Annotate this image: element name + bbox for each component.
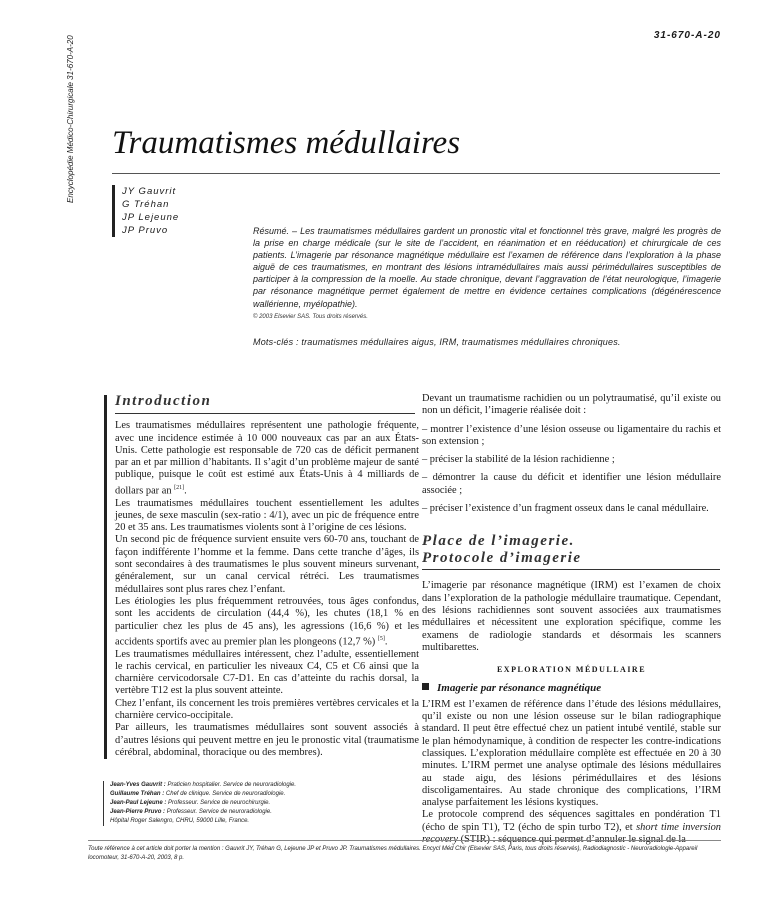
list-item: – préciser la stabilité de la lésion rachidienne ; xyxy=(422,454,615,466)
imaging-heading: Place de l’imagerie. Protocole d’imagerie xyxy=(422,533,582,567)
paragraph: Les traumatismes médullaires intéressent, chez l’adulte, essentiellement le rachis cervical, en particulier les niveaux C4, C5 et C6 ainsi que la charnière cervicodorsale C7-D1. En cas d’atteinte du rachis dorsal, la vertèbre T12 est la plus souvent atteinte. xyxy=(115,648,419,697)
list-item: – montrer l’existence d’une lésion osseuse ou ligamentaire du rachis et son extension ; xyxy=(422,423,721,447)
paragraph: Un second pic de fréquence survient ensuite vers 60-70 ans, touchant de façon indifférente l’homme et la femme. Dans cette tranche d’âges, ils sont secondaires à des traumatismes le plus souvent mineurs survenant, généralement, sur un canal cervical rétréci. Les traumatismes médullaires sont plus rares chez l’enfant. xyxy=(115,534,419,595)
affiliation: Jean-Pierre Pruvo : Professeur. Service de neuroradiologie. xyxy=(110,809,272,815)
paragraph: Les traumatismes médullaires touchent essentiellement les adultes jeunes, de sexe masculin (sex-ratio : 4/1), avec un pic de fréquence entre 20 et 35 ans. Les traumatismes violents sont à l’origine de ces lésions. xyxy=(115,497,419,534)
journal-vertical-label: Encyclopédie Médico-Chirurgicale 31-670-A-20 xyxy=(66,35,75,203)
author: G Tréhan xyxy=(122,199,170,210)
author: JP Lejeune xyxy=(122,212,180,223)
article-reference: 31-670-A-20 xyxy=(653,30,721,41)
paragraph: Par ailleurs, les traumatismes médullaires sont souvent associés à d’autres lésions qui peuvent mettre en jeu le pronostic vital (traumatisme cérébral, abdominal, thoracique ou des membres). xyxy=(115,722,419,758)
affiliation: Jean-Yves Gauvrit : Praticien hospitalier. Service de neuroradiologie. xyxy=(110,782,296,788)
heading-divider xyxy=(422,569,720,570)
subsubsection-heading: Imagerie par résonance magnétique xyxy=(422,682,721,694)
paragraph: L’imagerie par résonance magnétique (IRM) est l’examen de choix dans l’exploration de la pathologie médullaire traumatique. Cependant, des lésions rachidiennes sont souvent associées aux traumatismes médullaires et nécessitent une exploration spécifique, comme les examens de radiologie standards et désormais les scanners multibarettes. xyxy=(422,580,721,653)
list-item: – démontrer la cause du déficit et identifier une lésion médullaire associée ; xyxy=(422,472,721,496)
paragraph: Le protocole comprend des séquences sagittales en pondération T1 (écho de spin T1), T2 (écho de spin turbo T2), et short time inversion recovery (STIR) : séquence qui permet d’annuler le signal de la xyxy=(422,809,721,846)
author: JY Gauvrit xyxy=(122,186,177,197)
list-item: – préciser l’existence d’un fragment osseux dans le canal médullaire. xyxy=(422,503,709,515)
paragraph: Chez l’enfant, ils concernent les trois premières vertèbres cervicales et la charnière cervico-occipitale. xyxy=(115,697,419,722)
heading-divider xyxy=(115,413,415,414)
requirement-list xyxy=(422,424,721,516)
paragraph: Devant un traumatisme rachidien ou un polytraumatisé, qu’il existe ou non un déficit, l’imagerie réalisée doit : xyxy=(422,393,721,417)
subsection-heading: EXPLORATION MÉDULLAIRE xyxy=(496,665,647,675)
keywords: Mots-clés : traumatismes médullaires aigus, IRM, traumatismes médullaires chroniques. xyxy=(253,337,621,347)
citation[interactable]: [21] xyxy=(174,484,185,491)
citation[interactable]: [5] xyxy=(377,635,385,642)
author: JP Pruvo xyxy=(122,225,169,236)
paragraph: Les étiologies les plus fréquemment retrouvées, tous âges confondus, sont les accidents de circulation (44,4 %), les chutes (18,1 % en particulier chez les plus de 45 ans), les agressions (16,6 %) et les accidents sportifs avec au premier plan les plongeons (12,7 %) [5]. xyxy=(115,595,419,648)
intro-heading: Introduction xyxy=(115,393,212,409)
right-column xyxy=(422,393,721,846)
affiliation: Hôpital Roger Salengro, CHRU, 59000 Lille, France. xyxy=(110,818,250,824)
paragraph: Les traumatismes médullaires représentent une pathologie fréquente, avec une incidence estimée à 10 000 nouveaux cas par an aux États-Unis. Cette pathologie est responsable de 720 cas de déficit permanent par an et par million d’habitants. Il s’agit d’un problème majeur de santé publique, puisque le coût est estimé aux États-Unis à 4 milliards de dollars par an [21]. xyxy=(115,420,419,497)
footer-divider xyxy=(88,840,721,841)
citation-footer: Toute référence à cet article doit porter la mention : Gauvrit JY, Tréhan G, Lejeune JP et Pruvo JP. Traumatismes médullaires. Encycl Méd Chir (Elsevier SAS, Paris, tous droits réservés), Radiodiagnostic - Neuroradiologie-Appareil locomoteur, 31-670-A-20, 2003, 8 p. xyxy=(88,846,698,861)
abstract: Résumé. – Les traumatismes médullaires gardent un pronostic vital et fonctionnel très grave, malgré les progrès de la prise en charge médicale (sur le site de l’accident, en réanimation et en rééducation) et chirurgicale de ces patients. L’imagerie par résonance magnétique médullaire est l’examen de référence dans l’exploration à la phase aiguë de ces traumatismes, en montrant des lésions intramédullaires mais aussi périmédullaires susceptibles de participer à la compression de la moelle. Au stade chronique, devant l’aggravation de l’état neurologique, l’imagerie par résonance magnétique permet également de mettre en évidence certaines complications (dégénérescence wallérienne, myélopathie). xyxy=(253,226,721,309)
title-divider xyxy=(112,173,720,174)
author-list xyxy=(112,185,179,237)
article-title: Traumatismes médullaires xyxy=(112,125,461,161)
author-affiliations xyxy=(103,781,392,826)
square-bullet-icon xyxy=(422,683,429,690)
affiliation: Jean-Paul Lejeune : Professeur. Service de neurochirurgie. xyxy=(110,800,271,806)
affiliation: Guillaume Tréhan : Chef de clinique. Service de neuroradiologie. xyxy=(110,791,286,797)
copyright: © 2003 Elsevier SAS. Tous droits réservés. xyxy=(253,314,368,320)
left-column xyxy=(104,395,419,759)
paragraph: L’IRM est l’examen de référence dans l’étude des lésions médullaires, qu’il existe ou non une lésion osseuse sur le bilan radiographique standard. Il peut être effectué chez un patient intubé ventilé, stable sur le plan hémodynamique, à condition de respecter les contre-indications classiques. L’exploration médullaire complète est effectuée en 20 à 30 minutes. L’IRM permet une analyse optimale des lésions médullaires au stade aigu, des lésions périmédullaires et des lésions discoligamentaires. Au stade chronique des complications, l’IRM analyse parfaitement les lésions kystiques. xyxy=(422,698,721,809)
